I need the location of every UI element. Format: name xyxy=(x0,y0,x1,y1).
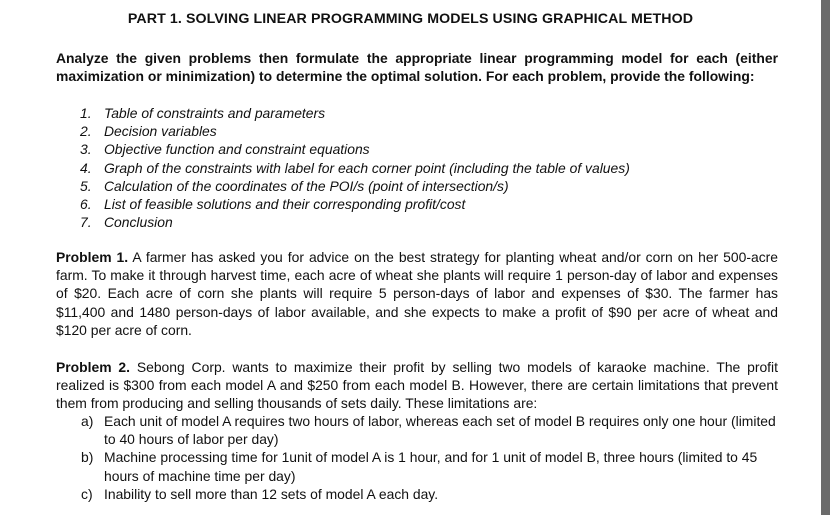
requirements-list xyxy=(56,104,630,231)
problem-2-text: Sebong Corp. wants to maximize their profit by selling two models of karaoke machine. The profit realized is $300 from each model A and $250 from each model B. However, there are certain limitations that prevent them from producing and selling thousands of sets daily. These limitations are: xyxy=(56,359,778,412)
list-item-text: Table of constraints and parameters xyxy=(104,105,326,121)
instructions-paragraph: Analyze the given problems then formulate the appropriate linear programming model for each (either maximization or minimization) to determine the optimal solution. For each problem, provide the following: xyxy=(56,50,778,85)
list-item-text: Machine processing time for 1unit of model A is 1 hour, and for 1 unit of model B, three hours (limited to 45 hours of machine time per day) xyxy=(104,449,758,484)
list-item xyxy=(56,159,630,177)
list-item-text: Calculation of the coordinates of the POI/s (point of intersection/s) xyxy=(104,177,509,194)
list-number: 3. xyxy=(80,141,92,158)
list-item xyxy=(56,485,778,503)
list-number: 2. xyxy=(80,123,92,140)
list-item-text: List of feasible solutions and their corresponding profit/cost xyxy=(104,196,466,213)
list-letter: b) xyxy=(81,449,94,466)
viewer-background-edge xyxy=(821,0,830,515)
problem-1-text: A farmer has asked you for advice on the best strategy for planting wheat and/or corn on her 500-acre farm. To make it through harvest time, each acre of wheat she plants will require 1 person-day of labor and expenses of $20. Each acre of corn she plants will require 5 person-days of labor and expenses of $30. The farmer has $11,400 and 1480 person-days of labor available, and she expects to make a profit of $90 per acre of wheat and $120 per acre of corn. xyxy=(56,249,779,338)
page-title: PART 1. SOLVING LINEAR PROGRAMMING MODELS USING GRAPHICAL METHOD xyxy=(127,11,694,27)
list-item xyxy=(56,104,630,122)
list-number: 4. xyxy=(80,159,92,176)
list-item xyxy=(56,412,778,448)
list-letter: a) xyxy=(81,413,94,429)
problem-2-paragraph xyxy=(56,358,778,413)
list-number: 7. xyxy=(80,214,92,231)
list-item xyxy=(56,448,778,484)
limitations-list xyxy=(56,412,778,503)
list-item-text: Each unit of model A requires two hours of labor, whereas each set of model B requires only one hour (limited to 40 hours of labor per day) xyxy=(104,413,776,448)
list-item-text: Graph of the constraints with label for each corner point (including the table of values) xyxy=(104,159,630,176)
list-number: 6. xyxy=(80,196,92,213)
list-item xyxy=(56,213,630,231)
list-number: 1. xyxy=(80,105,92,121)
list-item-text: Decision variables xyxy=(104,123,217,140)
list-item xyxy=(56,195,630,213)
list-letter: c) xyxy=(81,485,93,502)
list-item xyxy=(56,122,630,140)
list-number: 5. xyxy=(80,177,92,194)
list-item-text: Inability to sell more than 12 sets of model A each day. xyxy=(104,485,439,502)
problem-1-paragraph xyxy=(56,248,778,339)
list-item-text: Objective function and constraint equations xyxy=(104,141,370,158)
problem-1-label: Problem 1. xyxy=(56,249,129,265)
list-item xyxy=(56,177,630,195)
list-item xyxy=(56,140,630,158)
list-item-text: Conclusion xyxy=(104,214,173,231)
problem-2-label: Problem 2. xyxy=(56,359,130,375)
